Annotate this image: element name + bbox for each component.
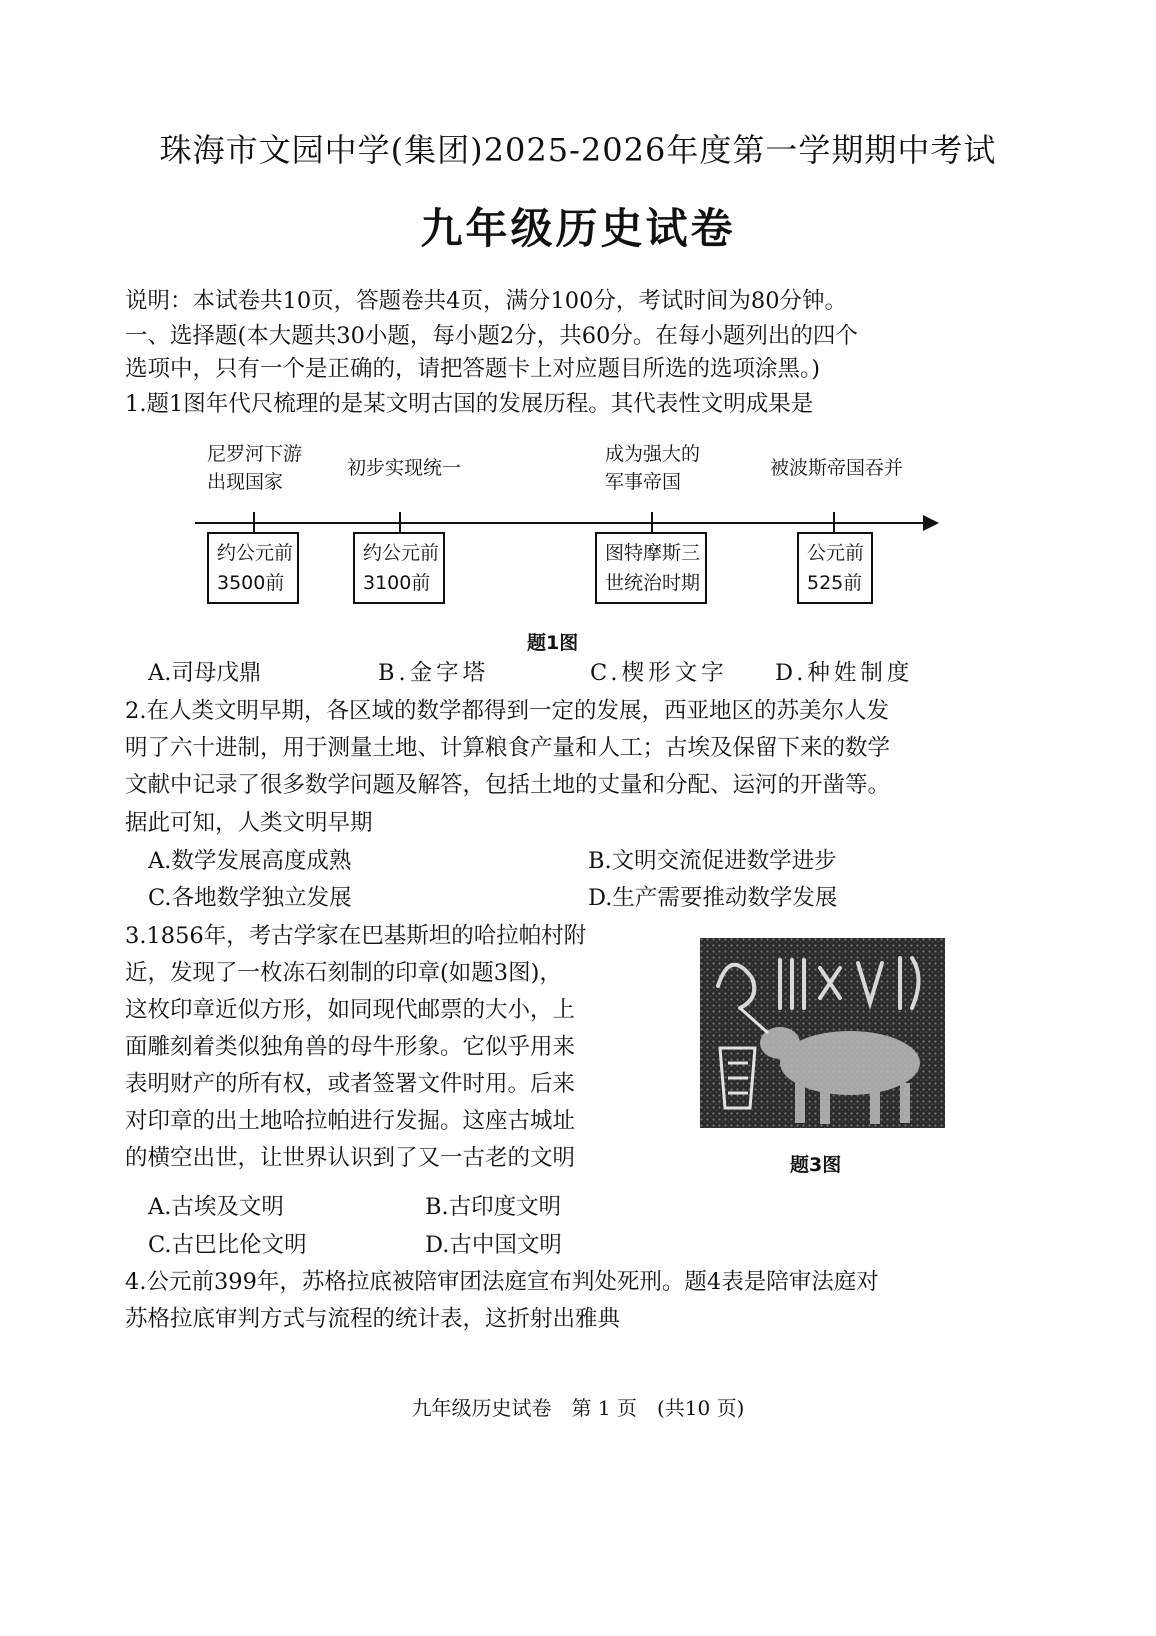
page-footer: 九年级历史试卷 第 1 页 (共10 页) [411,1396,745,1420]
q2-option-a: A.数学发展高度成熟 [148,848,352,874]
q2-option-b: B.文明交流促进数学进步 [588,848,837,874]
timeline-tick [399,512,401,532]
q2-stem-line4: 据此可知，人类文明早期 [125,810,373,836]
q3-stem-line4: 面雕刻着类似独角兽的母牛形象。它似乎用来 [125,1034,576,1060]
q4-stem-line2: 苏格拉底审判方式与流程的统计表，这折射出雅典 [125,1306,621,1332]
timeline-date-box: 约公元前 3500前 [207,532,299,604]
q1-stem: 1.题1图年代尺梳理的是某文明古国的发展历程。其代表性文明成果是 [125,391,814,417]
section1-header-line1: 一、选择题(本大题共30小题，每小题2分，共60分。在每小题列出的四个 [125,323,858,349]
timeline-date-box: 约公元前 3100前 [353,532,445,604]
q1-option-c: C.楔形文字 [590,660,728,686]
q2-stem-line3: 文献中记录了很多数学问题及解答，包括土地的丈量和分配、运河的开凿等。 [125,772,891,798]
timeline-date-box: 图特摩斯三 世统治时期 [595,532,707,604]
q3-option-d: D.古中国文明 [425,1232,562,1258]
q3-stem-line7: 的横空出世，让世界认识到了又一古老的文明 [125,1145,576,1171]
q3-stem-line2: 近，发现了一枚冻石刻制的印章(如题3图)， [125,960,562,986]
q2-option-c: C.各地数学独立发展 [148,885,352,911]
school-exam-title: 珠海市文园中学(集团)2025-2026年度第一学期期中考试 [159,131,997,169]
q1-option-d: D.种姓制度 [775,660,914,686]
q3-figure-caption: 题3图 [790,1154,842,1176]
q3-option-b: B.古印度文明 [425,1194,562,1220]
q2-stem-line1: 2.在人类文明早期，各区域的数学都得到一定的发展，西亚地区的苏美尔人发 [125,698,889,724]
exam-subject-title: 九年级历史试卷 [420,204,736,253]
section1-header-line2: 选项中，只有一个是正确的，请把答题卡上对应题目所选的选项涂黑。) [125,356,821,382]
q3-stem-line6: 对印章的出土地哈拉帕进行发掘。这座古城址 [125,1108,576,1134]
timeline-event-label: 被波斯帝国吞并 [770,457,904,479]
q1-figure-caption: 题1图 [527,632,579,654]
q3-option-c: C.古巴比伦文明 [148,1232,307,1258]
timeline-date-box: 公元前 525前 [797,532,873,604]
instructions-note: 说明：本试卷共10页，答题卷共4页，满分100分，考试时间为80分钟。 [125,288,848,314]
timeline-tick [651,512,653,532]
q4-stem-line1: 4.公元前399年，苏格拉底被陪审团法庭宣布判处死刑。题4表是陪审法庭对 [125,1269,879,1295]
q1-option-a: A.司母戊鼎 [148,660,262,686]
q3-seal-image [700,938,945,1128]
q3-stem-line5: 表明财产的所有权，或者签署文件时用。后来 [125,1071,576,1097]
timeline-tick [253,512,255,532]
timeline-axis [195,522,930,524]
q2-stem-line2: 明了六十进制，用于测量土地、计算粮食产量和人工；古埃及保留下来的数学 [125,735,891,761]
q3-option-a: A.古埃及文明 [148,1194,284,1220]
q1-option-b: B.金字塔 [378,660,490,686]
q3-stem-line3: 这枚印章近似方形，如同现代邮票的大小，上 [125,997,576,1023]
timeline-event-label: 成为强大的 军事帝国 [605,443,701,493]
timeline-event-label: 尼罗河下游 出现国家 [207,443,303,493]
timeline-arrow-icon [923,515,939,531]
timeline-event-label: 初步实现统一 [347,457,462,479]
q2-option-d: D.生产需要推动数学发展 [588,885,838,911]
timeline-tick [833,512,835,532]
q1-timeline-figure [195,440,955,630]
q3-stem-line1: 3.1856年，考古学家在巴基斯坦的哈拉帕村附 [125,923,587,949]
